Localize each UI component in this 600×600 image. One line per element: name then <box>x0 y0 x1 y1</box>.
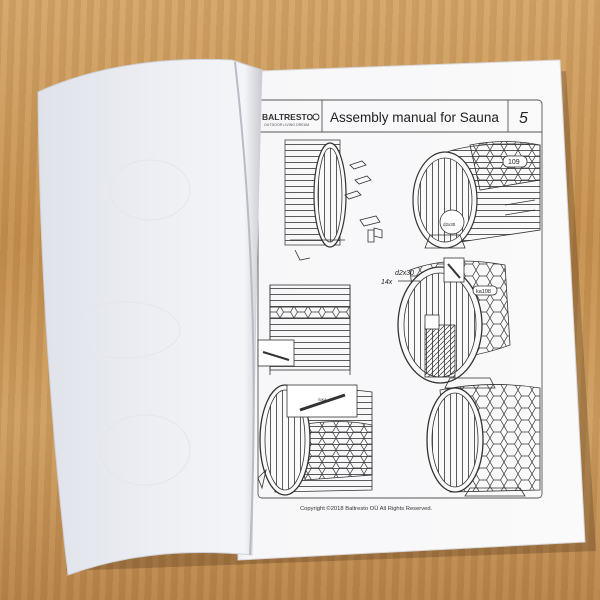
brand-logo: BALTRESTO <box>262 112 314 122</box>
dimension-label-top: d2x30 <box>443 222 456 227</box>
page-number: 5 <box>519 110 528 127</box>
illustration-step-3 <box>258 285 350 375</box>
part-label-ka108: ka108 <box>476 289 491 295</box>
illustration-step-2 <box>413 142 540 249</box>
manual-title: Assembly manual for Sauna <box>330 110 499 125</box>
left-page <box>38 59 262 575</box>
copyright-footer: Copyright ©2018 Baltresto OÜ All Rights Reserved. <box>300 506 433 512</box>
illustration-step-5 <box>258 385 372 495</box>
brand-tagline: OUTDOOR LIVING DREAM <box>264 123 310 127</box>
screw-dimension-label: d2x30 <box>395 270 415 277</box>
sealant-label: SIKA <box>318 398 327 402</box>
illustration-step-6 <box>427 384 540 496</box>
screw-count-label: 14x <box>381 279 393 286</box>
right-page <box>232 60 585 560</box>
part-label-109: 109 <box>508 159 520 166</box>
